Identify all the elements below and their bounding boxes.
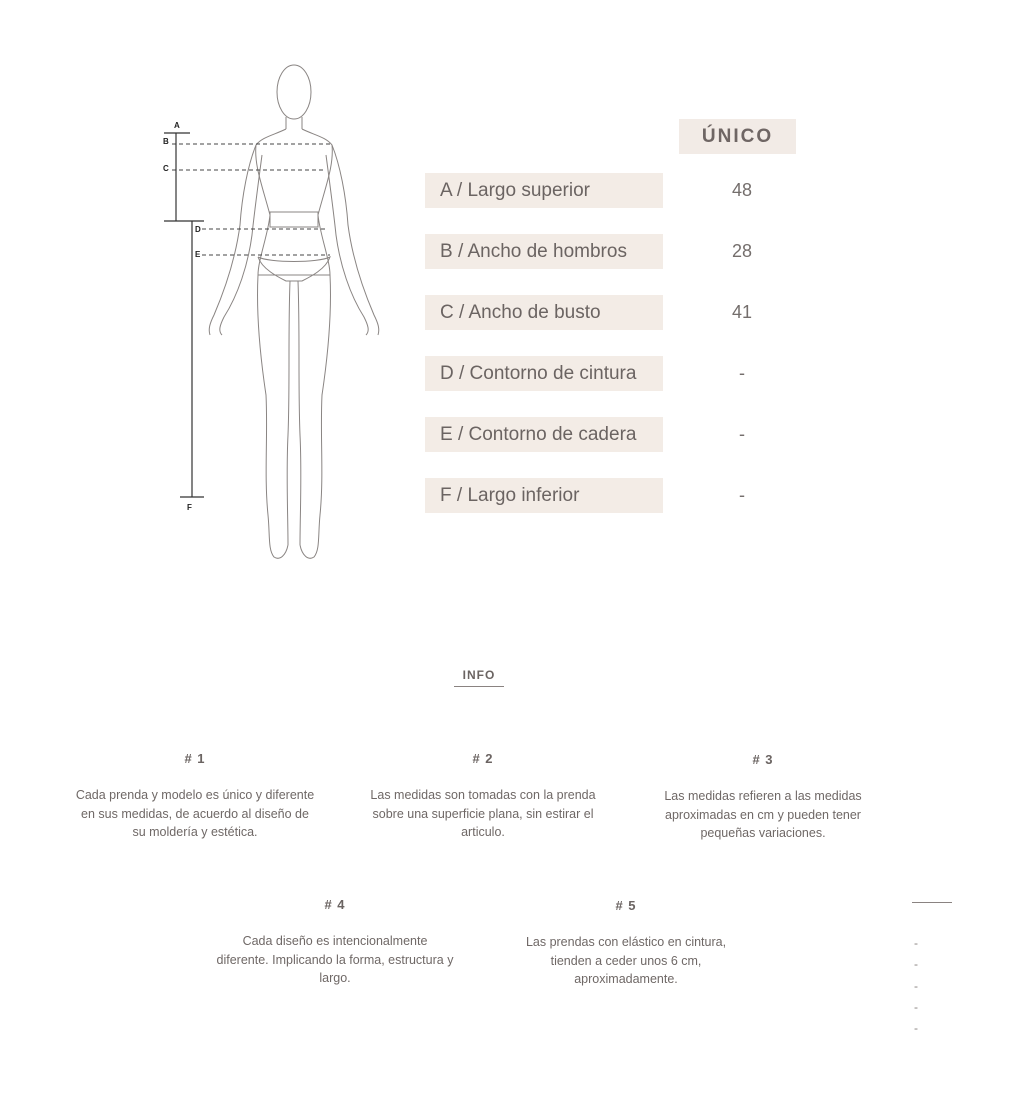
letter-d: D [195, 225, 201, 234]
measure-value-c: 41 [731, 302, 753, 322]
mannequin-torso [256, 129, 333, 275]
note-3-text: Las medidas refieren a las medidas aproximadas en cm y pueden tener pequeñas variaciones. [664, 789, 862, 840]
measure-value-d: - [739, 363, 745, 383]
side-dash: - [914, 1000, 918, 1014]
letter-a: A [174, 121, 180, 130]
side-dash: - [914, 1021, 918, 1035]
mannequin-waistband [270, 212, 318, 227]
note-4-title: # 4 [324, 897, 346, 912]
side-dash: - [914, 979, 918, 993]
note-1 [75, 751, 315, 842]
note-3-title: # 3 [752, 752, 774, 767]
mannequin-right-arm [326, 145, 379, 335]
info-heading: INFO [454, 668, 504, 687]
side-dash: - [914, 957, 918, 971]
note-5 [506, 898, 746, 989]
note-2-text: Las medidas son tomadas con la prenda sobre una superficie plana, sin estirar el articulo. [370, 788, 596, 839]
mannequin-right-leg [298, 275, 331, 558]
note-1-title: # 1 [184, 751, 206, 766]
letter-f: F [187, 503, 192, 512]
note-4-text: Cada diseño es intencionalmente diferente. Implicando la forma, estructura y largo. [216, 934, 454, 985]
mannequin-figure [150, 55, 400, 575]
measure-label-a: A / Largo superior [425, 173, 663, 208]
size-column-header: ÚNICO [679, 119, 796, 154]
measure-label-f: F / Largo inferior [425, 478, 663, 513]
note-4 [215, 897, 455, 988]
note-2 [363, 751, 603, 842]
measure-value-f: - [739, 485, 745, 505]
letter-e: E [195, 250, 201, 259]
note-3 [643, 752, 883, 843]
side-dash: - [914, 936, 918, 950]
note-5-text: Las prendas con elástico en cintura, tienden a ceder unos 6 cm, aproximadamente. [525, 935, 727, 986]
measure-label-e: E / Contorno de cadera [425, 417, 663, 452]
note-5-title: # 5 [615, 898, 637, 913]
mannequin-head [277, 65, 311, 119]
measure-label-c: C / Ancho de busto [425, 295, 663, 330]
mannequin-left-arm [209, 145, 262, 335]
note-1-text: Cada prenda y modelo es único y diferente en sus medidas, de acuerdo al diseño de su moldería y estética. [75, 788, 315, 839]
note-2-title: # 2 [472, 751, 494, 766]
side-divider [912, 902, 952, 903]
measure-value-e: - [739, 424, 745, 444]
mannequin-briefs [258, 257, 330, 281]
letter-c: C [163, 164, 169, 173]
letter-b: B [163, 137, 169, 146]
measure-value-a: 48 [731, 180, 753, 200]
mannequin-left-leg [257, 275, 290, 558]
measure-value-b: 28 [731, 241, 753, 261]
measure-label-b: B / Ancho de hombros [425, 234, 663, 269]
measure-label-d: D / Contorno de cintura [425, 356, 663, 391]
